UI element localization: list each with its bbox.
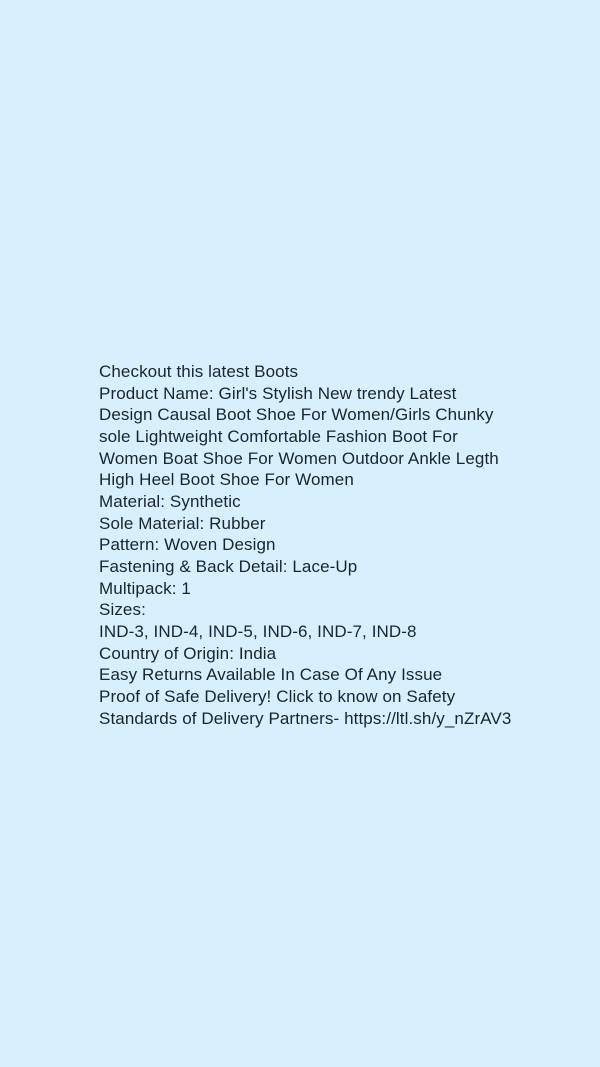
caption-line-multipack: Multipack: 1 xyxy=(99,578,191,598)
caption-line-material: Material: Synthetic xyxy=(99,491,241,511)
caption-line-country-of-origin: Country of Origin: India xyxy=(99,643,277,663)
caption-line-safe-delivery: Proof of Safe Delivery! Click to know on Safety xyxy=(99,686,456,706)
caption-line-checkout: Checkout this latest Boots xyxy=(99,362,299,381)
caption-line-sole-material: Sole Material: Rubber xyxy=(99,513,266,533)
caption-line-pattern: Pattern: Woven Design xyxy=(99,535,276,555)
status-caption-text xyxy=(99,361,569,729)
caption-line-easy-returns: Easy Returns Available In Case Of Any Issue xyxy=(99,665,443,685)
caption-line-sizes-label: Sizes: xyxy=(99,600,146,620)
caption-line-fastening: Fastening & Back Detail: Lace-Up xyxy=(99,556,358,576)
caption-line-delivery-partners-link: Standards of Delivery Partners- https://ltl.sh/y_nZrAV3 xyxy=(99,708,512,728)
caption-line-product-name: Product Name: Girl's Stylish New trendy Latest xyxy=(99,383,457,403)
caption-line-sizes-values: IND-3, IND-4, IND-5, IND-6, IND-7, IND-8 xyxy=(99,621,417,641)
caption-line-product-name-4: Women Boat Shoe For Women Outdoor Ankle Legth xyxy=(99,448,499,468)
caption-line-product-name-3: sole Lightweight Comfortable Fashion Boot For xyxy=(99,426,458,446)
caption-line-product-name-5: High Heel Boot Shoe For Women xyxy=(99,470,354,490)
caption-line-product-name-2: Design Causal Boot Shoe For Women/Girls Chunky xyxy=(99,405,494,425)
